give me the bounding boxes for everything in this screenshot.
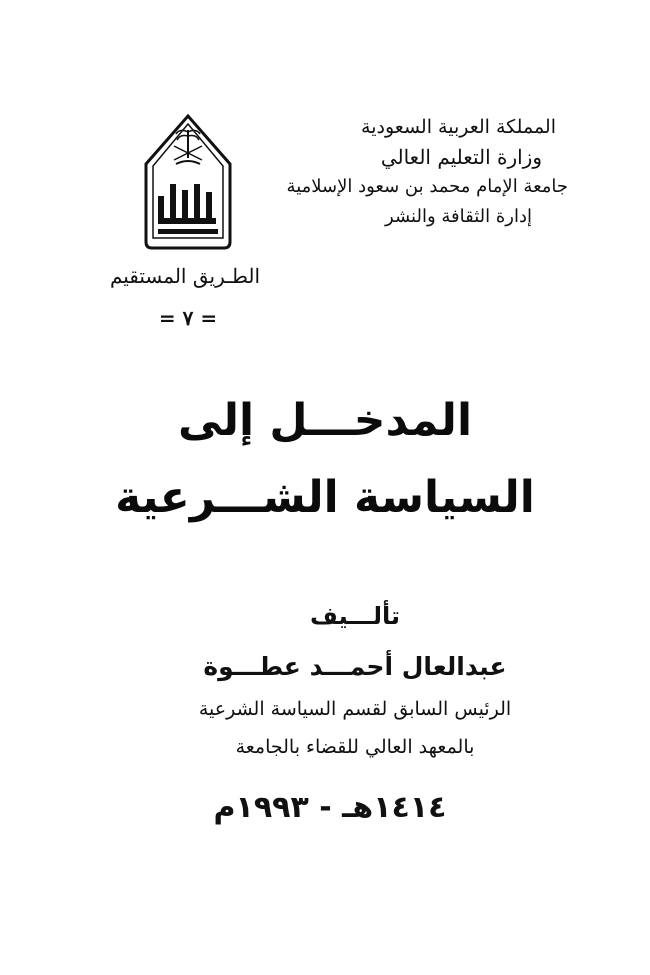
publication-date: ١٤١٤هـ - ١٩٩٣م — [213, 790, 447, 825]
author-role-line-2: بالمعهد العالي للقضاء بالجامعة — [235, 736, 475, 758]
author-label: تألـــيف — [309, 602, 401, 630]
author-name: عبدالعال أحمـــد عطـــوة — [203, 652, 507, 681]
header-country: المملكة العربية السعودية — [361, 116, 556, 138]
university-emblem-icon — [140, 112, 236, 252]
header-ministry: وزارة التعليم العالي — [380, 145, 542, 169]
author-role-line-1: الرئيس السابق لقسم السياسة الشرعية — [198, 698, 512, 720]
header-university: جامعة الإمام محمد بن سعود الإسلامية — [286, 176, 568, 197]
series-number: = ٧ = — [158, 306, 218, 330]
institution-header — [248, 112, 568, 232]
header-department: إدارة الثقافة والنشر — [385, 206, 532, 227]
book-title-line-1: المدخـــل إلى — [177, 395, 473, 446]
book-title-line-2: السياسة الشـــرعية — [115, 472, 535, 523]
series-name: الطـريق المستقيم — [109, 264, 261, 288]
